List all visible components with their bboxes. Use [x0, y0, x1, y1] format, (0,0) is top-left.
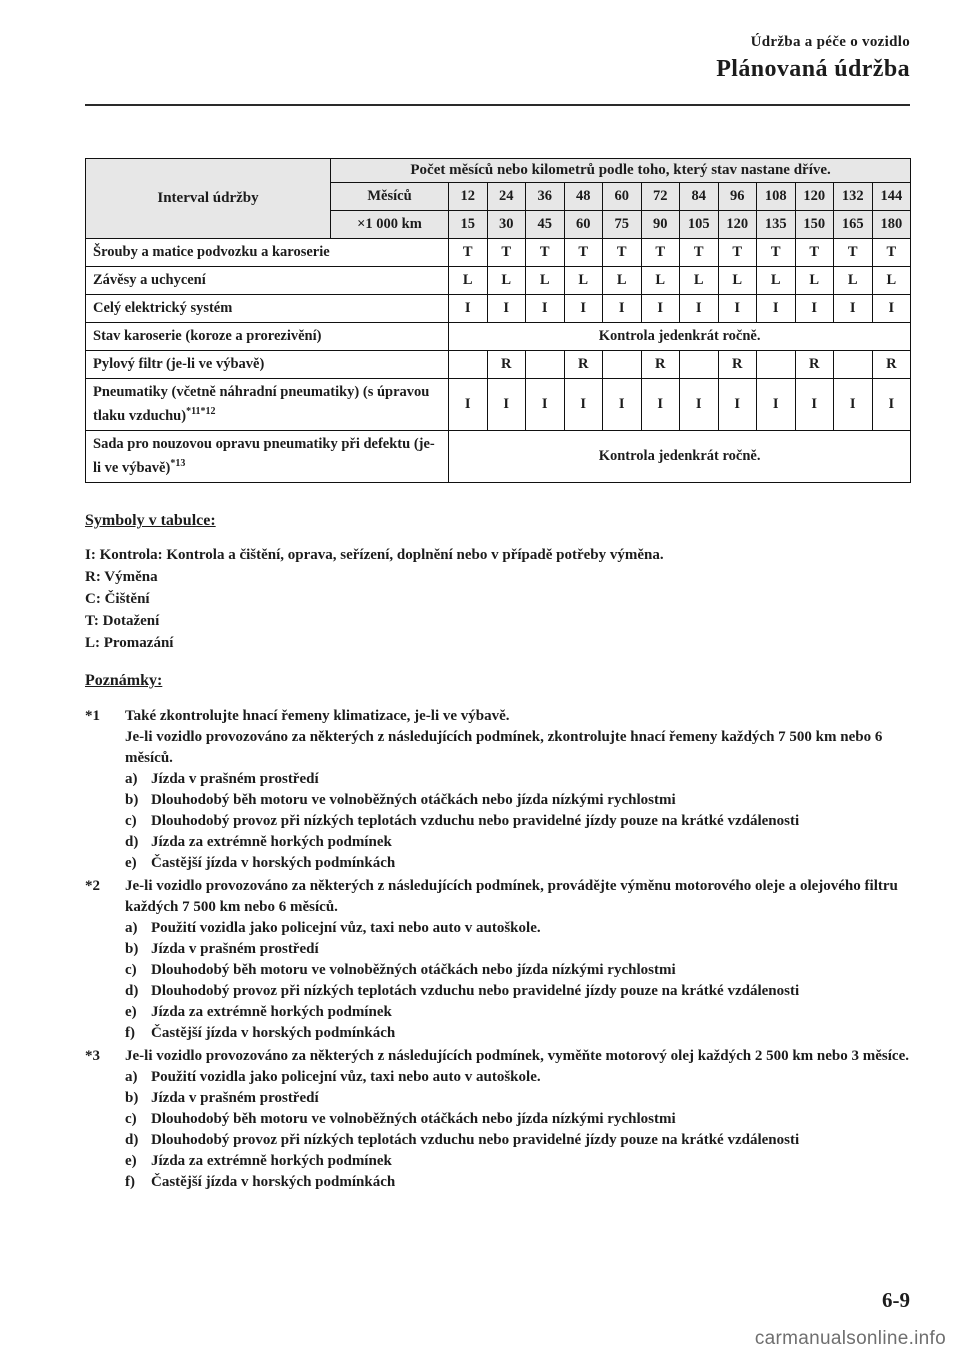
- km-value: 120: [718, 211, 757, 239]
- maintenance-cell: I: [641, 295, 680, 323]
- maintenance-cell: I: [757, 379, 796, 431]
- subitem-text: Dlouhodobý provoz při nízkých teplotách vzduchu nebo pravidelné jízdy pouze na krátké vzdálenosti: [151, 983, 800, 999]
- maintenance-item-name: Závěsy a uchycení: [86, 267, 449, 295]
- maintenance-cell: I: [680, 379, 719, 431]
- note-item: [85, 1046, 910, 1193]
- maintenance-item-name: Pneumatiky (včetně náhradní pneumatiky) (s úpravou tlaku vzduchu)$^{*11*12}$: [86, 379, 449, 431]
- maintenance-cell: R: [487, 351, 526, 379]
- footnote-marker: *11*12: [186, 406, 216, 417]
- maintenance-cell: [757, 351, 796, 379]
- subitem-text: Jízda v prašném prostředí: [151, 941, 319, 957]
- subitem-text: Častější jízda v horských podmínkách: [151, 1025, 396, 1041]
- page-title: Plánovaná údržba: [716, 56, 910, 82]
- note-marker: *3: [85, 1048, 100, 1064]
- note-subitem: [125, 1023, 910, 1044]
- interval-header: Interval údržby: [86, 159, 331, 239]
- watermark: carmanualsonline.info: [754, 1328, 946, 1349]
- note-subitem: [125, 1109, 910, 1130]
- notes-list: [85, 706, 910, 1193]
- maintenance-cell: [526, 351, 565, 379]
- note-subitem: [125, 981, 910, 1002]
- subitem-text: Jízda v prašném prostředí: [151, 1090, 319, 1106]
- maintenance-cell: R: [718, 351, 757, 379]
- note-subitem: [125, 1002, 910, 1023]
- maintenance-cell: I: [449, 379, 488, 431]
- maintenance-item-name: Stav karoserie (koroze a prorezivění): [86, 323, 449, 351]
- symbols-title: Symboly v tabulce:: [85, 512, 216, 529]
- subitem-text: Použití vozidla jako policejní vůz, taxi nebo auto v autoškole.: [151, 1069, 541, 1085]
- km-value: 90: [641, 211, 680, 239]
- note-subitem: [125, 918, 910, 939]
- maintenance-cell: T: [564, 239, 603, 267]
- maintenance-cell: I: [564, 295, 603, 323]
- maintenance-item-name: Celý elektrický systém: [86, 295, 449, 323]
- notes-title: Poznámky:: [85, 672, 163, 689]
- note-subitem: [125, 1067, 910, 1088]
- month-value: 108: [757, 183, 796, 211]
- subitem-letter: e): [125, 1004, 137, 1020]
- month-value: 132: [834, 183, 873, 211]
- subitem-letter: e): [125, 855, 137, 871]
- maintenance-row: [86, 351, 911, 379]
- subitem-letter: a): [125, 920, 138, 936]
- subitem-letter: c): [125, 1111, 137, 1127]
- maintenance-cell: I: [564, 379, 603, 431]
- chapter-title: Údržba a péče o vozidlo: [750, 34, 910, 50]
- maintenance-cell: T: [757, 239, 796, 267]
- subitem-letter: d): [125, 1132, 139, 1148]
- maintenance-cell: L: [718, 267, 757, 295]
- maintenance-row: [86, 379, 911, 431]
- subitem-text: Jízda v prašném prostředí: [151, 771, 319, 787]
- maintenance-cell: I: [487, 379, 526, 431]
- header-divider: [85, 104, 910, 106]
- maintenance-cell: L: [872, 267, 911, 295]
- subitem-letter: a): [125, 1069, 138, 1085]
- note-subitem: [125, 811, 910, 832]
- maintenance-cell: I: [718, 379, 757, 431]
- km-value: 60: [564, 211, 603, 239]
- maintenance-cell: [834, 351, 873, 379]
- subitem-text: Dlouhodobý provoz při nízkých teplotách vzduchu nebo pravidelné jízdy pouze na krátké vzdálenosti: [151, 1132, 800, 1148]
- month-value: 120: [795, 183, 834, 211]
- symbol-definition: L: Promazání: [85, 635, 174, 651]
- km-value: 165: [834, 211, 873, 239]
- subitem-letter: d): [125, 834, 139, 850]
- note-paragraph: Také zkontrolujte hnací řemeny klimatizace, je-li ve výbavě.: [125, 708, 510, 724]
- maintenance-cell: L: [564, 267, 603, 295]
- annual-check-note: Kontrola jedenkrát ročně.: [449, 430, 911, 482]
- note-subitem: [125, 1130, 910, 1151]
- maintenance-cell: T: [872, 239, 911, 267]
- km-value: 75: [603, 211, 642, 239]
- maintenance-cell: L: [641, 267, 680, 295]
- maintenance-cell: T: [449, 239, 488, 267]
- maintenance-cell: R: [564, 351, 603, 379]
- symbols-list: [85, 544, 910, 654]
- subitem-text: Jízda za extrémně horkých podmínek: [151, 1153, 392, 1169]
- maintenance-cell: R: [795, 351, 834, 379]
- note-item: [85, 706, 910, 874]
- month-value: 24: [487, 183, 526, 211]
- maintenance-cell: L: [449, 267, 488, 295]
- table-top-header: Počet měsíců nebo kilometrů podle toho, který stav nastane dříve.: [331, 159, 911, 183]
- maintenance-cell: I: [526, 379, 565, 431]
- maintenance-item-name: Sada pro nouzovou opravu pneumatiky při defektu (je-li ve výbavě)$^{*13}$: [86, 430, 449, 482]
- maintenance-cell: L: [757, 267, 796, 295]
- maintenance-cell: [603, 351, 642, 379]
- km-value: 15: [449, 211, 488, 239]
- km-value: 135: [757, 211, 796, 239]
- subitem-letter: b): [125, 941, 139, 957]
- maintenance-rows: [86, 239, 911, 483]
- subitem-text: Dlouhodobý běh motoru ve volnoběžných otáčkách nebo jízda nízkými rychlostmi: [151, 962, 676, 978]
- note-body: [125, 706, 910, 874]
- annual-check-note: Kontrola jedenkrát ročně.: [449, 323, 911, 351]
- month-value: 48: [564, 183, 603, 211]
- note-subitem: [125, 1151, 910, 1172]
- month-value: 84: [680, 183, 719, 211]
- maintenance-cell: T: [526, 239, 565, 267]
- maintenance-cell: R: [872, 351, 911, 379]
- months-label: Měsíců: [331, 183, 449, 211]
- maintenance-cell: L: [834, 267, 873, 295]
- table-header-row-top: [86, 159, 911, 183]
- maintenance-cell: [449, 351, 488, 379]
- symbol-definition: T: Dotažení: [85, 613, 160, 629]
- subitem-letter: f): [125, 1025, 135, 1041]
- note-marker: *2: [85, 878, 100, 894]
- page-number: 6-9: [882, 1288, 910, 1312]
- maintenance-schedule-table: [85, 158, 911, 483]
- note-subitem: [125, 1172, 910, 1193]
- km-value: 150: [795, 211, 834, 239]
- note-subitem: [125, 1088, 910, 1109]
- note-item: [85, 876, 910, 1044]
- subitem-letter: b): [125, 1090, 139, 1106]
- maintenance-cell: I: [641, 379, 680, 431]
- maintenance-cell: L: [680, 267, 719, 295]
- km-value: 105: [680, 211, 719, 239]
- maintenance-item-name: Šrouby a matice podvozku a karoserie: [86, 239, 449, 267]
- note-subitem: [125, 853, 910, 874]
- maintenance-cell: T: [680, 239, 719, 267]
- maintenance-cell: L: [526, 267, 565, 295]
- subitem-text: Častější jízda v horských podmínkách: [151, 855, 396, 871]
- symbol-definition: R: Výměna: [85, 569, 158, 585]
- note-subitem: [125, 769, 910, 790]
- note-subitem: [125, 790, 910, 811]
- subitem-text: Jízda za extrémně horkých podmínek: [151, 1004, 392, 1020]
- notes-section: [85, 672, 910, 1195]
- maintenance-cell: I: [872, 379, 911, 431]
- maintenance-cell: I: [680, 295, 719, 323]
- maintenance-cell: I: [718, 295, 757, 323]
- symbol-definition: C: Čištění: [85, 591, 150, 607]
- subitem-letter: c): [125, 813, 137, 829]
- note-paragraph: Je-li vozidlo provozováno za některých z následujících podmínek, zkontrolujte hnací řemeny každých 7 500 km nebo 6 měsíců.: [125, 729, 883, 766]
- note-subitem: [125, 832, 910, 853]
- subitem-letter: e): [125, 1153, 137, 1169]
- km-value: 45: [526, 211, 565, 239]
- maintenance-cell: T: [718, 239, 757, 267]
- month-value: 60: [603, 183, 642, 211]
- maintenance-cell: I: [795, 295, 834, 323]
- maintenance-cell: I: [603, 295, 642, 323]
- note-subitem: [125, 960, 910, 981]
- maintenance-cell: I: [757, 295, 796, 323]
- maintenance-row: [86, 239, 911, 267]
- symbol-definition: I: Kontrola: Kontrola a čištění, oprava, seřízení, doplnění nebo v případě potřeby výměna.: [85, 547, 664, 563]
- month-value: 96: [718, 183, 757, 211]
- maintenance-cell: T: [641, 239, 680, 267]
- subitem-letter: c): [125, 962, 137, 978]
- symbols-section: [85, 512, 910, 654]
- maintenance-cell: L: [603, 267, 642, 295]
- maintenance-item-name: Pylový filtr (je-li ve výbavě): [86, 351, 449, 379]
- maintenance-cell: I: [795, 379, 834, 431]
- maintenance-cell: [680, 351, 719, 379]
- maintenance-cell: L: [487, 267, 526, 295]
- month-value: 144: [872, 183, 911, 211]
- month-value: 36: [526, 183, 565, 211]
- month-value: 72: [641, 183, 680, 211]
- maintenance-cell: I: [526, 295, 565, 323]
- maintenance-cell: I: [834, 295, 873, 323]
- subitem-text: Dlouhodobý provoz při nízkých teplotách vzduchu nebo pravidelné jízdy pouze na krátké vzdálenosti: [151, 813, 800, 829]
- maintenance-row: [86, 323, 911, 351]
- note-paragraph: Je-li vozidlo provozováno za některých z následujících podmínek, provádějte výměnu motorového oleje a olejového filtru každých 7 500 km nebo 6 měsíců.: [125, 878, 898, 915]
- month-value: 12: [449, 183, 488, 211]
- subitem-text: Dlouhodobý běh motoru ve volnoběžných otáčkách nebo jízda nízkými rychlostmi: [151, 1111, 676, 1127]
- maintenance-cell: L: [795, 267, 834, 295]
- note-paragraph: Je-li vozidlo provozováno za některých z následujících podmínek, vyměňte motorový olej každých 2 500 km nebo 3 měsíce.: [125, 1048, 909, 1064]
- subitem-letter: b): [125, 792, 139, 808]
- maintenance-cell: I: [449, 295, 488, 323]
- note-marker: *1: [85, 708, 100, 724]
- km-value: 30: [487, 211, 526, 239]
- subitem-letter: f): [125, 1174, 135, 1190]
- km-label: ×1 000 km: [331, 211, 449, 239]
- maintenance-cell: I: [872, 295, 911, 323]
- maintenance-cell: T: [487, 239, 526, 267]
- maintenance-row: [86, 295, 911, 323]
- km-value: 180: [872, 211, 911, 239]
- subitem-text: Jízda za extrémně horkých podmínek: [151, 834, 392, 850]
- note-subitem: [125, 939, 910, 960]
- maintenance-cell: I: [487, 295, 526, 323]
- maintenance-cell: T: [795, 239, 834, 267]
- note-body: [125, 1046, 910, 1193]
- note-body: [125, 876, 910, 1044]
- maintenance-cell: T: [603, 239, 642, 267]
- footnote-marker: *13: [170, 457, 186, 469]
- page-header: [716, 34, 910, 83]
- subitem-letter: d): [125, 983, 139, 999]
- maintenance-cell: T: [834, 239, 873, 267]
- maintenance-row: [86, 430, 911, 482]
- maintenance-row: [86, 267, 911, 295]
- subitem-text: Častější jízda v horských podmínkách: [151, 1174, 396, 1190]
- maintenance-cell: R: [641, 351, 680, 379]
- subitem-text: Dlouhodobý běh motoru ve volnoběžných otáčkách nebo jízda nízkými rychlostmi: [151, 792, 676, 808]
- subitem-text: Použití vozidla jako policejní vůz, taxi nebo auto v autoškole.: [151, 920, 541, 936]
- maintenance-cell: I: [603, 379, 642, 431]
- subitem-letter: a): [125, 771, 138, 787]
- maintenance-cell: I: [834, 379, 873, 431]
